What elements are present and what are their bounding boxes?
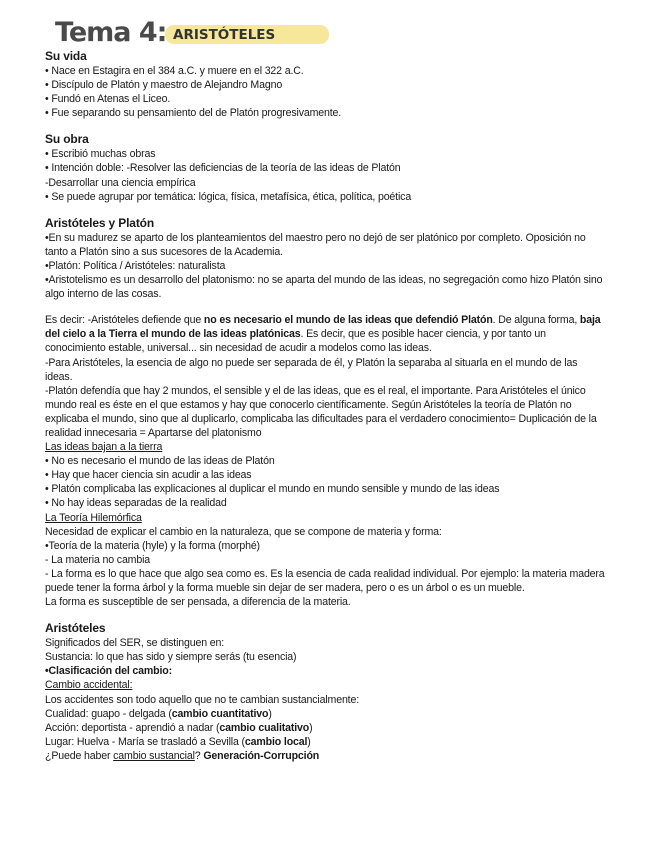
paragraph: •Teoría de la materia (hyle) y la forma (morphé) bbox=[45, 539, 260, 552]
text: ? bbox=[194, 749, 204, 762]
list-item: • Platón complicaba las explicaciones al duplicar el mundo en mundo sensible y mundo de las ideas bbox=[45, 483, 500, 496]
list-item: • Intención doble: -Resolver las deficiencias de la teoría de las ideas de Platón bbox=[45, 162, 401, 175]
bold-text: Generación-Corrupción bbox=[203, 749, 320, 762]
paragraph: •Platón: Política / Aristóteles: naturalista bbox=[45, 259, 226, 272]
list-item: • Fundó en Atenas el Liceo. bbox=[45, 93, 171, 106]
text: Acción: deportista - aprendió a nadar ( bbox=[45, 721, 220, 734]
list-item: -Desarrollar una ciencia empírica bbox=[45, 176, 196, 189]
underlined-text: cambio sustancial bbox=[113, 749, 195, 762]
text: Cualidad: guapo - delgada ( bbox=[45, 707, 172, 720]
heading-aristoteles-platon: Aristóteles y Platón bbox=[45, 215, 155, 230]
list-item: • Nace en Estagira en el 384 a.C. y muere en el 322 a.C. bbox=[45, 65, 304, 77]
text: . De alguna forma, bbox=[492, 314, 580, 327]
list-item: • No hay ideas separadas de la realidad bbox=[45, 497, 227, 510]
text: . Es decir, que es posible hacer ciencia, y por tanto un conocimiento estable, universal... sin necesidad de acudir a modelos como las ideas. bbox=[45, 328, 546, 355]
bold-text: cambio cualitativo bbox=[219, 721, 310, 734]
bold-text: cambio local bbox=[244, 735, 308, 748]
bold-text: baja del cielo a la Tierra el mundo de las ideas platónicas bbox=[45, 314, 601, 341]
paragraph: La forma es susceptible de ser pensada, a diferencia de la materia. bbox=[45, 596, 351, 609]
paragraph: - La materia no cambia bbox=[45, 553, 151, 566]
list-item: • Escribió muchas obras bbox=[45, 148, 156, 161]
notes-body bbox=[45, 49, 605, 763]
paragraph: - La forma es lo que hace que algo sea como es. Es la esencia de cada realidad individual. Por ejemplo: la materia madera puede tener la forma árbol y la forma mueble sin dejar de ser madera, pero o es un árbol o es un mueble. bbox=[45, 567, 605, 594]
heading-teoria-hilemorfica: La Teoría Hilemórfica bbox=[45, 511, 142, 524]
heading-aristoteles: Aristóteles bbox=[45, 621, 106, 636]
heading-ideas-bajan: Las ideas bajan a la tierra bbox=[45, 441, 163, 454]
paragraph-es-decir bbox=[45, 313, 605, 355]
paragraph bbox=[45, 721, 605, 735]
paragraph: Significados del SER, se distinguen en: bbox=[45, 637, 225, 650]
paragraph bbox=[45, 749, 605, 763]
bold-text: •Clasificación del cambio: bbox=[45, 665, 172, 678]
text: Lugar: Huelva - María se trasladó a Sevilla ( bbox=[45, 735, 245, 748]
list-item: • Se puede agrupar por temática: lógica, física, metafísica, ética, política, poética bbox=[45, 190, 412, 203]
list-item: • No es necesario el mundo de las ideas de Platón bbox=[45, 455, 275, 468]
bold-text: cambio cuantitativo bbox=[171, 707, 269, 720]
title-sub: ARISTÓTELES bbox=[173, 27, 276, 43]
paragraph bbox=[45, 735, 605, 749]
text: Es decir: -Aristóteles defiende que bbox=[45, 314, 204, 327]
paragraph: •Aristotelismo es un desarrollo del platonismo: no se aparta del mundo de las ideas, no segregación como hizo Platón sino algo interno de las cosas. bbox=[45, 274, 603, 301]
heading-su-obra: Su obra bbox=[45, 132, 89, 147]
paragraph: Sustancia: lo que has sido y siempre serás (tu esencia) bbox=[45, 651, 297, 664]
list-item: • Fue separando su pensamiento del de Platón progresivamente. bbox=[45, 107, 342, 120]
heading-su-vida: Su vida bbox=[45, 49, 87, 63]
title-main: Tema 4: bbox=[55, 17, 167, 48]
text: ) bbox=[307, 735, 311, 748]
paragraph: •En su madurez se aparto de los planteamientos del maestro pero no dejó de ser platónico por completo. Oposición no tanto a Platón sino a sus sucesores de la Academia. bbox=[45, 231, 586, 258]
subheading-cambio-accidental: Cambio accidental: bbox=[45, 679, 133, 692]
paragraph: Necesidad de explicar el cambio en la naturaleza, que se compone de materia y forma: bbox=[45, 525, 442, 538]
paragraph bbox=[45, 707, 605, 721]
text: ) bbox=[268, 707, 272, 720]
list-item: • Discípulo de Platón y maestro de Alejandro Magno bbox=[45, 79, 283, 92]
paragraph bbox=[45, 664, 605, 678]
text: ) bbox=[309, 721, 313, 734]
paragraph: -Platón defendía que hay 2 mundos, el sensible y el de las ideas, que es el real, el importante. Para Aristóteles el único mundo real es éste en el que estamos y hay que conocerlo científicamente. Según Aristóteles la teoría de Platón no explicaba el mundo, sino que al duplicarlo, complicaba las dificultades para el verdadero conocimiento= Duplicación de la realidad innecesaria = Apartarse del platonismo bbox=[45, 384, 597, 439]
text: ¿Puede haber bbox=[45, 749, 114, 762]
bold-text: no es necesario el mundo de las ideas que defendió Platón bbox=[203, 314, 493, 327]
paragraph: -Para Aristóteles, la esencia de algo no puede ser separada de él, y Platón la separaba al situarla en el mundo de las ideas. bbox=[45, 356, 578, 383]
list-item: • Hay que hacer ciencia sin acudir a las ideas bbox=[45, 469, 252, 482]
paragraph: Los accidentes son todo aquello que no te cambian sustancialmente: bbox=[45, 693, 360, 706]
